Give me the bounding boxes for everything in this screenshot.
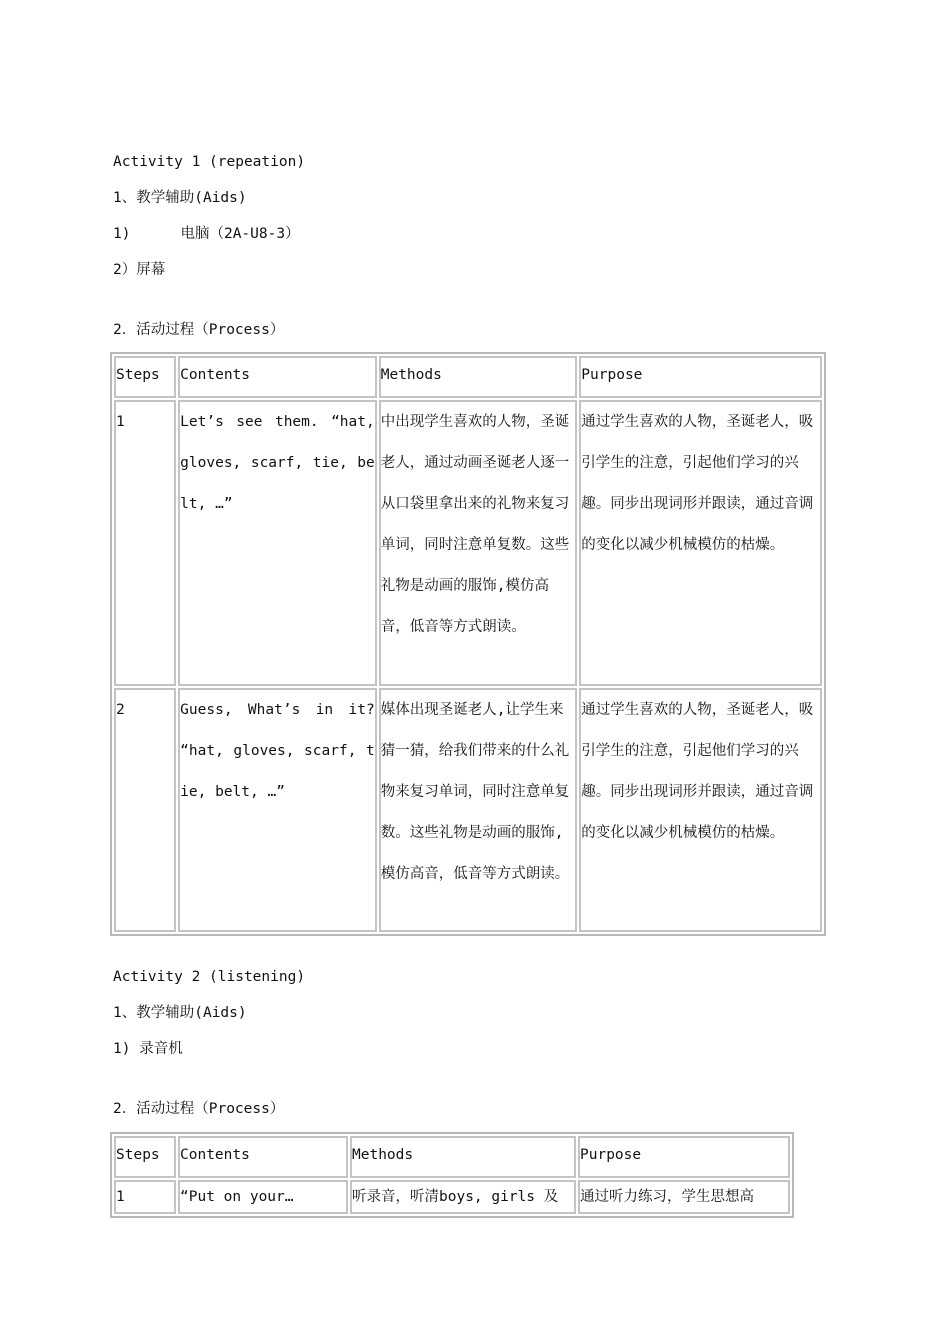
header-methods: Methods <box>350 1136 576 1178</box>
activity2-title: Activity 2 (listening) <box>113 969 306 985</box>
cell-contents <box>178 400 377 686</box>
header-steps: Steps <box>114 1136 176 1178</box>
activity1-process-heading: 2．活动过程（Process） <box>113 322 285 338</box>
header-contents: Contents <box>178 356 377 398</box>
activity1-aid-2: 2）屏幕 <box>113 262 166 278</box>
header-steps: Steps <box>114 356 176 398</box>
methods-text: 媒体出现圣诞老人,让学生来猜一猜，给我们带来的什么礼物来复习单词，同时注意单复数。这些礼物是动画的服饰, 模仿高音，低音等方式朗读。 <box>380 702 570 882</box>
cell-purpose <box>579 688 822 932</box>
activity1-process-table <box>110 352 826 936</box>
aid-number: 1) <box>113 226 131 242</box>
table-header-row <box>114 1136 790 1178</box>
table-row <box>114 400 822 686</box>
cell-step: 2 <box>114 688 176 932</box>
activity1-aids-heading: 1、教学辅助(Aids) <box>113 190 247 206</box>
contents-text: Let’s see them. “hat, gloves, scarf, tie, belt, …” <box>180 414 375 512</box>
methods-text: 中出现学生喜欢的人物，圣诞老人，通过动画圣诞老人逐一从口袋里拿出来的礼物来复习单词，同时注意单复数。这些礼物是动画的服饰,模仿高音，低音等方式朗读。 <box>380 414 570 635</box>
activity2-process-heading: 2．活动过程（Process） <box>113 1101 285 1117</box>
purpose-text: 通过学生喜欢的人物，圣诞老人，吸引学生的注意，引起他们学习的兴趣。同步出现词形并跟读，通过音调的变化以减少机械模仿的枯燥。 <box>581 702 814 841</box>
header-contents: Contents <box>178 1136 348 1178</box>
header-purpose: Purpose <box>578 1136 790 1178</box>
table-row <box>114 1180 790 1214</box>
activity1-aid-1 <box>113 224 300 244</box>
header-purpose: Purpose <box>579 356 822 398</box>
header-methods: Methods <box>379 356 578 398</box>
table-header-row <box>114 356 822 398</box>
cell-purpose: 通过听力练习，学生思想高 <box>578 1180 790 1214</box>
activity2-process-table <box>110 1132 794 1218</box>
cell-methods: 听录音，听清boys, girls 及 <box>350 1180 576 1214</box>
cell-step: 1 <box>114 1180 176 1214</box>
cell-purpose <box>579 400 822 686</box>
cell-methods <box>379 400 578 686</box>
activity2-aid-1: 1) 录音机 <box>113 1041 183 1057</box>
cell-contents <box>178 688 377 932</box>
activity2-aids-heading: 1、教学辅助(Aids) <box>113 1005 247 1021</box>
cell-step: 1 <box>114 400 176 686</box>
activity1-title: Activity 1 (repeation) <box>113 154 306 170</box>
table-row <box>114 688 822 932</box>
purpose-text: 通过学生喜欢的人物，圣诞老人，吸引学生的注意，引起他们学习的兴趣。同步出现词形并跟读，通过音调的变化以减少机械模仿的枯燥。 <box>581 414 814 553</box>
aid-text: 电脑（2A-U8-3） <box>180 226 300 242</box>
contents-text: Guess, What’s in it? “hat, gloves, scarf, tie, belt, …” <box>180 702 375 800</box>
cell-contents: “Put on your… <box>178 1180 348 1214</box>
cell-methods <box>379 688 578 932</box>
